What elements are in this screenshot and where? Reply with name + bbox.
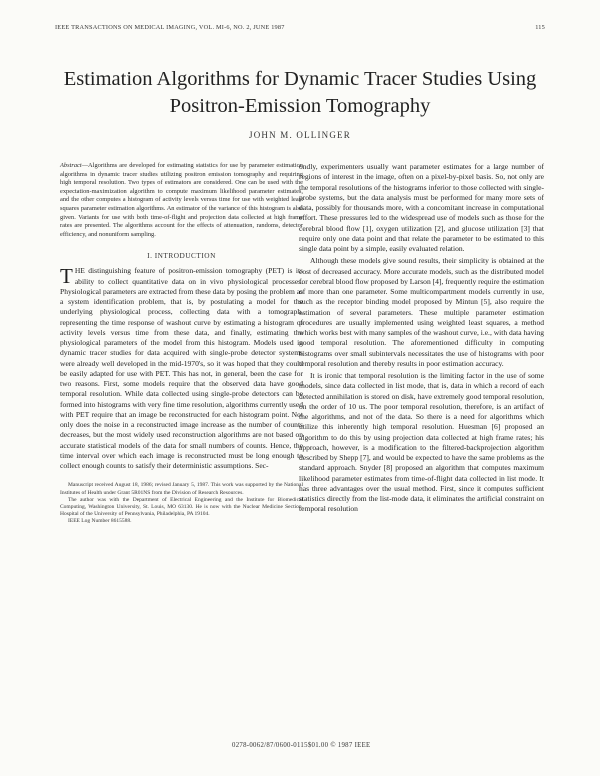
page-number: 115 [535, 24, 545, 31]
paper-title: Estimation Algorithms for Dynamic Tracer Studies Using Positron-Emission Tomography [63, 68, 537, 117]
drop-cap: T [60, 264, 73, 289]
footnotes [60, 482, 303, 525]
intro-paragraph-text: HE distinguishing feature of positron-emission tomography (PET) is its ability to collect quantitative data on in vivo physiological processes. Physiological parameters are extracted from these data by posing the problem as a system identification problem, that is, by postulating a model for the underlying physiological process, collecting data with a tomograph, representing the time response of washout curve by estimating a histogram of activity levels versus time from these data, and finally, estimating the physiological parameters of the model from this histogram. Models used in dynamic tracer studies for data acquired with single-probe detector systems were already well developed in the mid-1970's, so it was hoped that they could be easily adapted for use with PET. This has not, in general, been the case for two reasons. First, some models require that the observed data have good temporal resolution. While data collected using single-probe detectors can be formed into histograms with very fine time resolution, algorithms currently used with PET require that an image be reconstructed for each histogram point. Not only does the noise in a reconstructed image increase as the number of counts decreases, but the most widely used reconstruction algorithms are not based on accurate statistical models of the data for small numbers of counts. Hence, the time interval over which each image is reconstructed must be long enough to collect enough counts to satisfy their deterministic assumptions. Sec- [60, 266, 303, 471]
section-heading: I. INTRODUCTION [147, 251, 216, 261]
running-head [55, 24, 545, 31]
copyright-line: 0278-0062/87/0600-0115$01.00 © 1987 IEEE [232, 742, 371, 749]
footnote-manuscript: Manuscript received August 18, 1986; revised January 5, 1987. This work was supported by the National Institutes of Health under Grant 5R01NS from the Division of Research Resources. [60, 482, 303, 496]
footnote-log-number: IEEE Log Number 8615588. [68, 518, 132, 525]
abstract-label: Abstract [60, 162, 82, 169]
body-paragraph: Although these models give sound results, their simplicity is obtained at the cost of decreased accuracy. More accurate models, such as the distributed model for cerebral blood flow proposed by Larson [4], frequently require the estimation of more than one parameter. Some multicompartment models currently in use, such as the receptor binding model proposed by Mintun [5], also require the estimation of several parameters. These multiple parameter estimation procedures are usually implemented using weighted least squares, a method which works best with many samples of the washout curve, i.e., with data having good temporal resolution. The aforementioned difficulty in computing histograms over small subintervals necessitates the use of histograms with poor temporal resolution and thereby results in poor estimation accuracy. [299, 256, 545, 368]
intro-paragraph [60, 266, 303, 471]
footnote-affiliation: The author was with the Department of Electrical Engineering and the Institute for Biomedical Computing, Washington University, St. Louis, MO 63130. He is now with the Nuclear Medicine Section, Hospital of the University of Pennsylvania, Philadelphia, PA 19104. [60, 496, 303, 518]
body-paragraph: It is ironic that temporal resolution is the limiting factor in the use of some models, since data collected in list mode, that is, data in which a record of each detected annihilation is stored on disk, have extremely good temporal resolution, on the order of 10 us. The poor temporal resolution, therefore, is an artifact of the algorithms, and not of the data. So there is a need for algorithms which utilize this inherently high temporal resolution. Huesman [6] proposed an algorithm to do this by using projection data collected at high frame rates; his approach, however, is a modification to the filtered-backprojection algorithm described by Shepp [7], and would be expected to have the same problems as the standard approach. Snyder [8] proposed an algorithm that computes maximum likelihood parameter estimates from time-of-flight data collected in list mode. It has three advantages over the usual method. First, since it computes sufficient statistics directly from the list-mode data, it eliminates the artificial constraint on temporal resolution [299, 371, 544, 514]
abstract [60, 162, 303, 239]
right-column [299, 162, 544, 515]
left-column [60, 162, 303, 526]
body-paragraph: ondly, experimenters usually want parameter estimates for a large number of regions of interest in the image, often on a pixel-by-pixel basis. So, not only are the temporal resolutions of the histograms inferior to those collected with single-probe systems, but the data analysis must be performed for many more sets of data, possibly for thousands more, with a concomitant increase in computational effort. These pressures led to the widespread use of models such as those for the cerebral blood flow [1], oxygen utilization [2], and glucose utilization [3] that require only one data point and that relate the parameter to be estimated to this single data point by a simple, easily evaluated relation. [299, 162, 544, 253]
abstract-text: —Algorithms are developed for estimating statistics for use by parameter estimation algorithms in dynamic tracer studies utilizing positron emission tomography and requiring high temporal resolution. Two types of estimators are considered. One can be used with the expectation-maximization algorithm to compute maximum likelihood parameter estimates, and the other computes a histogram of activity levels versus time for use with weighted least squares parameter estimation algorithms. An estimator of the variance of this histogram is also given. Variants for use with both time-of-flight and projection data collected at high frame rates are presented. The algorithms account for the effects of attenuation, randoms, detector efficiency, and nonuniform sampling. [60, 162, 303, 238]
author-name: JOHN M. OLLINGER [249, 130, 351, 140]
journal-name: IEEE TRANSACTIONS ON MEDICAL IMAGING, VOL. MI-6, NO. 2, JUNE 1987 [55, 24, 285, 31]
